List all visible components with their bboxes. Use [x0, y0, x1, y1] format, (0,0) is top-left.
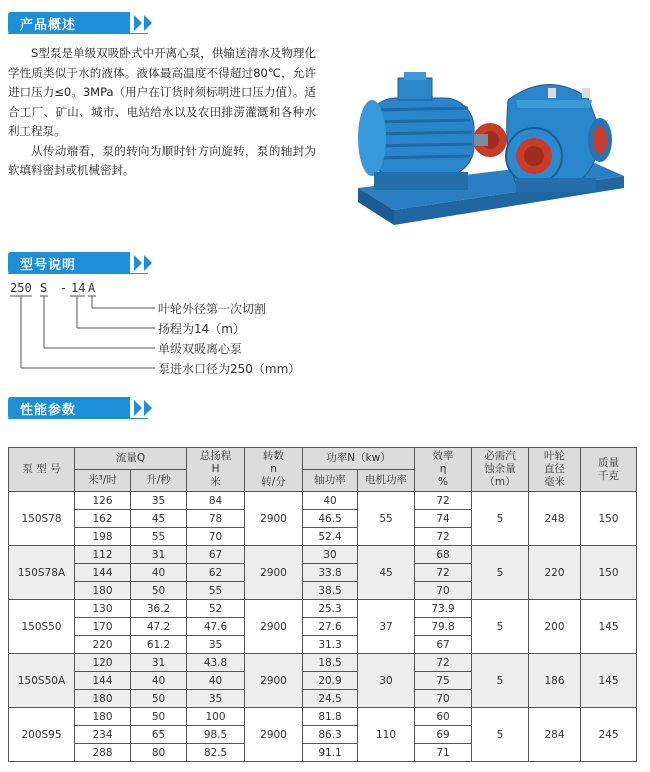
- cell-shaft-power: 20.9: [303, 672, 358, 690]
- cell-shaft-power: 38.5: [303, 582, 358, 600]
- cell-flow-m3h: 162: [75, 510, 131, 528]
- th-eff: [415, 448, 472, 492]
- cell-efficiency: 73.9: [415, 600, 472, 618]
- model-desc-diameter: 泵进水口径为250（mm）: [158, 362, 301, 376]
- cell-speed: 2900: [245, 492, 303, 546]
- cell-head: 78: [187, 510, 245, 528]
- th-eff-label: 效率: [432, 450, 454, 462]
- th-eff-unit: %: [438, 476, 448, 488]
- cell-shaft-power: 25.3: [303, 600, 358, 618]
- cell-flow-ls: 80: [131, 744, 187, 762]
- cell-weight: 145: [581, 654, 637, 708]
- cell-head: 100: [187, 708, 245, 726]
- model-code-diameter: 250: [10, 281, 32, 295]
- th-speed: [245, 448, 303, 492]
- cell-efficiency: 72: [415, 654, 472, 672]
- cell-npsh: 5: [472, 492, 529, 546]
- cell-head: 52: [187, 600, 245, 618]
- cell-flow-m3h: 170: [75, 618, 131, 636]
- table-row: [9, 546, 637, 564]
- cell-head: 40: [187, 672, 245, 690]
- model-code-head: 14: [71, 281, 86, 295]
- cell-head: 98.5: [187, 726, 245, 744]
- cell-flow-ls: 36.2: [131, 600, 187, 618]
- cell-shaft-power: 52.4: [303, 528, 358, 546]
- cell-flow-ls: 47.2: [131, 618, 187, 636]
- cell-head: 43.8: [187, 654, 245, 672]
- cell-model: 150S50A: [9, 654, 75, 708]
- th-npsh-2: 蚀余量: [484, 463, 516, 475]
- cell-flow-ls: 40: [131, 672, 187, 690]
- th-impeller-2: 直径: [544, 463, 566, 475]
- model-code-type: S: [40, 281, 48, 295]
- th-model: 泵 型 号: [9, 448, 75, 492]
- cell-head: 82.5: [187, 744, 245, 762]
- th-eff-sym: η: [439, 463, 447, 475]
- table-row: [9, 600, 637, 618]
- cell-weight: 150: [581, 492, 637, 546]
- cell-speed: 2900: [245, 600, 303, 654]
- cell-speed: 2900: [245, 654, 303, 708]
- cell-model: 200S95: [9, 708, 75, 762]
- cell-flow-m3h: 180: [75, 690, 131, 708]
- cell-motor-power: 45: [358, 546, 415, 600]
- cell-impeller: 186: [529, 654, 581, 708]
- model-code-dash: -: [60, 281, 68, 295]
- cell-model: 150S78A: [9, 546, 75, 600]
- cell-shaft-power: 18.5: [303, 654, 358, 672]
- th-flow-ls: 升/秒: [131, 470, 187, 492]
- cell-head: 35: [187, 636, 245, 654]
- cell-flow-m3h: 144: [75, 672, 131, 690]
- th-npsh-3: （m）: [484, 476, 516, 488]
- cell-model: 150S78: [9, 492, 75, 546]
- cell-flow-ls: 50: [131, 582, 187, 600]
- cell-flow-m3h: 288: [75, 744, 131, 762]
- cell-flow-ls: 45: [131, 510, 187, 528]
- cell-impeller: 200: [529, 600, 581, 654]
- cell-flow-ls: 65: [131, 726, 187, 744]
- cell-efficiency: 70: [415, 690, 472, 708]
- section-title-performance: 性能参数: [20, 403, 77, 418]
- th-head-unit: 米: [210, 476, 221, 488]
- cell-efficiency: 72: [415, 564, 472, 582]
- th-npsh: [472, 448, 529, 492]
- cell-shaft-power: 33.8: [303, 564, 358, 582]
- performance-table: [8, 447, 637, 762]
- cell-efficiency: 72: [415, 492, 472, 510]
- model-desc-cut: 叶轮外径第一次切割: [158, 302, 267, 316]
- cell-head: 84: [187, 492, 245, 510]
- cell-npsh: 5: [472, 600, 529, 654]
- cell-shaft-power: 40: [303, 492, 358, 510]
- th-impeller-1: 叶轮: [544, 450, 566, 462]
- table-row: [9, 492, 637, 510]
- th-flow-m3h: 米³/时: [75, 470, 131, 492]
- th-shaft-power: 轴功率: [303, 470, 358, 492]
- cell-efficiency: 79.8: [415, 618, 472, 636]
- th-power: 功率N（kw）: [303, 448, 415, 470]
- cell-head: 47.6: [187, 618, 245, 636]
- cell-flow-ls: 55: [131, 528, 187, 546]
- cell-shaft-power: 91.1: [303, 744, 358, 762]
- cell-efficiency: 60: [415, 708, 472, 726]
- th-flow: 流量Q: [75, 448, 187, 470]
- th-npsh-1: 必需汽: [484, 450, 516, 462]
- cell-impeller: 248: [529, 492, 581, 546]
- th-weight: [581, 448, 637, 492]
- cell-shaft-power: 24.5: [303, 690, 358, 708]
- cell-flow-ls: 50: [131, 708, 187, 726]
- section-title-model: 型号说明: [20, 258, 77, 273]
- th-motor-power: 电机功率: [358, 470, 415, 492]
- cell-weight: 145: [581, 600, 637, 654]
- cell-head: 55: [187, 582, 245, 600]
- cell-impeller: 220: [529, 546, 581, 600]
- th-speed-label: 转数: [263, 450, 285, 462]
- cell-shaft-power: 27.6: [303, 618, 358, 636]
- cell-head: 67: [187, 546, 245, 564]
- cell-flow-m3h: 180: [75, 708, 131, 726]
- table-row: [9, 654, 637, 672]
- cell-flow-ls: 31: [131, 654, 187, 672]
- cell-npsh: 5: [472, 708, 529, 762]
- section-header-performance: [8, 397, 158, 419]
- cell-flow-m3h: 112: [75, 546, 131, 564]
- cell-efficiency: 72: [415, 528, 472, 546]
- cell-flow-m3h: 130: [75, 600, 131, 618]
- th-impeller-3: 毫米: [544, 476, 566, 488]
- performance-table-body: [9, 492, 637, 762]
- th-speed-sym: n: [270, 463, 277, 475]
- cell-motor-power: 110: [358, 708, 415, 762]
- th-impeller: [529, 448, 581, 492]
- cell-head: 35: [187, 690, 245, 708]
- cell-efficiency: 67: [415, 636, 472, 654]
- cell-flow-ls: 40: [131, 564, 187, 582]
- cell-flow-m3h: 220: [75, 636, 131, 654]
- cell-motor-power: 37: [358, 600, 415, 654]
- cell-flow-m3h: 198: [75, 528, 131, 546]
- overview-paragraph-2: 从传动端看，泵的转向为顺时针方向旋转，泵的轴封为软填料密封或机械密封。: [8, 143, 316, 177]
- cell-model: 150S50: [9, 600, 75, 654]
- cell-flow-ls: 50: [131, 690, 187, 708]
- cell-shaft-power: 30: [303, 546, 358, 564]
- th-head-label: 总扬程: [199, 450, 232, 462]
- cell-flow-m3h: 180: [75, 582, 131, 600]
- cell-efficiency: 70: [415, 582, 472, 600]
- cell-npsh: 5: [472, 546, 529, 600]
- cell-shaft-power: 31.3: [303, 636, 358, 654]
- cell-flow-m3h: 120: [75, 654, 131, 672]
- overview-paragraph-1: S型泵是单级双吸卧式中开离心泵，供输送清水及物理化学性质类似于水的液体。液体最高温度不得超过80℃，允许进口压力≤0。3MPa（用户在订货时须标明进口压力值）。适合工厂、矿山、城市、电站给水以及农田排涝灌溉和各种水利工程泵。: [8, 46, 316, 138]
- th-weight-2: 千克: [598, 469, 620, 482]
- cell-efficiency: 71: [415, 744, 472, 762]
- cell-shaft-power: 46.5: [303, 510, 358, 528]
- cell-weight: 245: [581, 708, 637, 762]
- cell-efficiency: 74: [415, 510, 472, 528]
- section-title-overview: 产品概述: [20, 18, 77, 33]
- cell-flow-ls: 31: [131, 546, 187, 564]
- cell-flow-ls: 35: [131, 492, 187, 510]
- model-desc-head: 扬程为14（m）: [158, 322, 245, 336]
- cell-efficiency: 69: [415, 726, 472, 744]
- model-desc-type: 单级双吸离心泵: [158, 342, 243, 356]
- cell-flow-m3h: 234: [75, 726, 131, 744]
- cell-speed: 2900: [245, 708, 303, 762]
- th-head-sym: H: [211, 463, 220, 475]
- cell-motor-power: 55: [358, 492, 415, 546]
- cell-motor-power: 30: [358, 654, 415, 708]
- cell-efficiency: 75: [415, 672, 472, 690]
- cell-flow-ls: 61.2: [131, 636, 187, 654]
- cell-shaft-power: 86.3: [303, 726, 358, 744]
- cell-speed: 2900: [245, 546, 303, 600]
- th-head: [187, 448, 245, 492]
- th-weight-1: 质量: [598, 456, 620, 469]
- cell-shaft-power: 81.8: [303, 708, 358, 726]
- cell-efficiency: 68: [415, 546, 472, 564]
- table-row: [9, 708, 637, 726]
- cell-head: 62: [187, 564, 245, 582]
- cell-npsh: 5: [472, 654, 529, 708]
- cell-flow-m3h: 126: [75, 492, 131, 510]
- th-speed-unit: 转/分: [261, 476, 286, 488]
- cell-head: 70: [187, 528, 245, 546]
- cell-weight: 150: [581, 546, 637, 600]
- cell-impeller: 284: [529, 708, 581, 762]
- cell-flow-m3h: 144: [75, 564, 131, 582]
- model-code-cut: A: [88, 281, 96, 295]
